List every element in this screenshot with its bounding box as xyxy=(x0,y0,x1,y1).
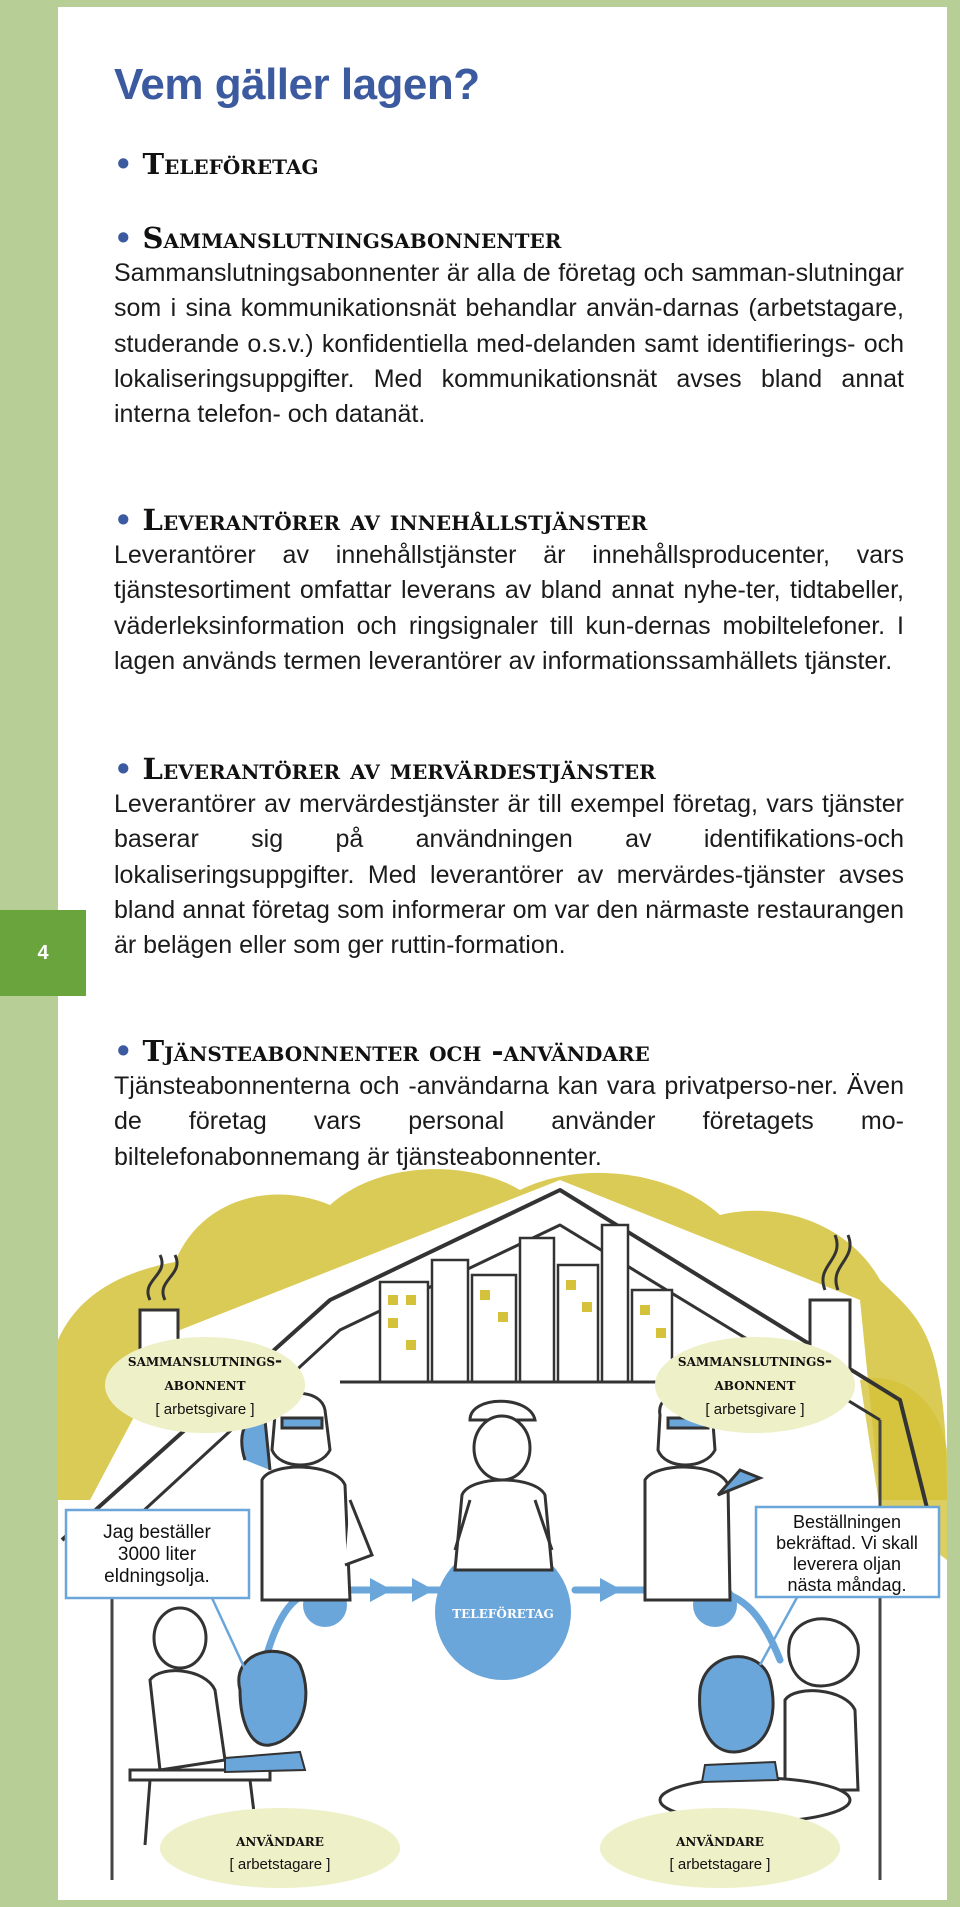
user-role-right: [ arbetstagare ] xyxy=(669,1856,771,1873)
section-content-providers xyxy=(114,502,904,679)
section-title: • Sammanslutningsabonnenter xyxy=(114,221,562,255)
speech-right-line: bekräftad. Vi skall xyxy=(776,1533,918,1553)
employer-role-left: [ arbetsgivare ] xyxy=(155,1401,255,1418)
employer-role-right: [ arbetsgivare ] xyxy=(705,1401,805,1418)
user-title-left: användare xyxy=(236,1831,324,1851)
computer-right xyxy=(700,1657,774,1752)
telecom-label: teleföretag xyxy=(452,1603,554,1623)
telecom-illustration xyxy=(58,1150,947,1900)
speech-left-line: eldningsolja. xyxy=(104,1566,210,1587)
arrow-icon xyxy=(600,1578,622,1602)
section-title: • Leverantörer av mervärdestjänster xyxy=(114,752,656,786)
telecom-person xyxy=(455,1401,552,1570)
section-text: Leverantörer av innehållstjänster är innehållsproducenter, vars tjänstesortiment omfattar leverans av bland annat nyhe-ter, tidtabeller, väderleksinformation och ringsignaler till kun-dernas mobiltelefoner. I lagen används termen leverantörer av informationssamhällets tjänster. xyxy=(114,541,904,675)
page-number-tab xyxy=(0,910,86,996)
speech-right-line: Beställningen xyxy=(792,1512,902,1532)
user-title-right: användare xyxy=(676,1831,764,1851)
section-title: • Leverantörer av innehållstjänster xyxy=(114,503,648,537)
employer-title-left: sammanslutnings- xyxy=(127,1351,283,1371)
employer-title-right: sammanslutnings- xyxy=(677,1351,833,1371)
section-text: Tjänsteabonnenterna och -användarna kan vara privatperso-ner. Även de företag vars personal använder företagets mo-biltelefonabonnemang är tjänsteabonnenter. xyxy=(114,1072,904,1171)
section-value-added-providers xyxy=(114,751,904,963)
speech-right-line: nästa måndag. xyxy=(787,1575,907,1595)
page-heading: Vem gäller lagen? xyxy=(114,60,480,109)
employer-title-left-2: abonnent xyxy=(164,1375,246,1395)
page-number: 4 xyxy=(37,941,49,964)
section-title: • Teleföretag xyxy=(114,147,319,181)
computer-left xyxy=(239,1651,306,1745)
bullet-icon: • xyxy=(114,221,133,255)
employer-title-right-2: abonnent xyxy=(714,1375,796,1395)
speech-left-line: Jag beställer xyxy=(103,1522,211,1543)
bullet-icon: • xyxy=(114,147,133,181)
speech-left-line: 3000 liter xyxy=(117,1544,197,1565)
user-role-left: [ arbetstagare ] xyxy=(229,1856,331,1873)
bullet-icon: • xyxy=(114,503,133,537)
bullet-icon: • xyxy=(114,1034,133,1068)
speech-right-line: leverera oljan xyxy=(792,1554,902,1574)
arrow-icon xyxy=(412,1578,434,1602)
section-title: • Tjänsteabonnenter och -användare xyxy=(114,1034,650,1068)
bullet-icon: • xyxy=(114,752,133,786)
city-skyline xyxy=(380,1225,672,1382)
section-text: Sammanslutningsabonnenter är alla de företag och samman-slutningar som i sina kommunikationsnät behandlar använ-darnas (arbetstagare, studerande o.s.v.) konfidentiella med-delanden samt identifierings- och lokaliseringsuppgifter. Med kommunikationsnät avses bland annat interna telefon- och datanät. xyxy=(114,259,904,429)
section-telecom xyxy=(114,146,904,182)
section-text: Leverantörer av mervärdestjänster är till exempel företag, vars tjänster baserar sig på användningen av identifikations-och lokaliseringsuppgifter. Med leverantörer av mervärdes-tjänster avses bland annat företag som informerar om var den närmaste restaurangen är belägen eller som ger ruttin-formation. xyxy=(114,790,904,960)
arrow-icon xyxy=(370,1578,392,1602)
section-corporate-subscribers xyxy=(114,220,904,432)
